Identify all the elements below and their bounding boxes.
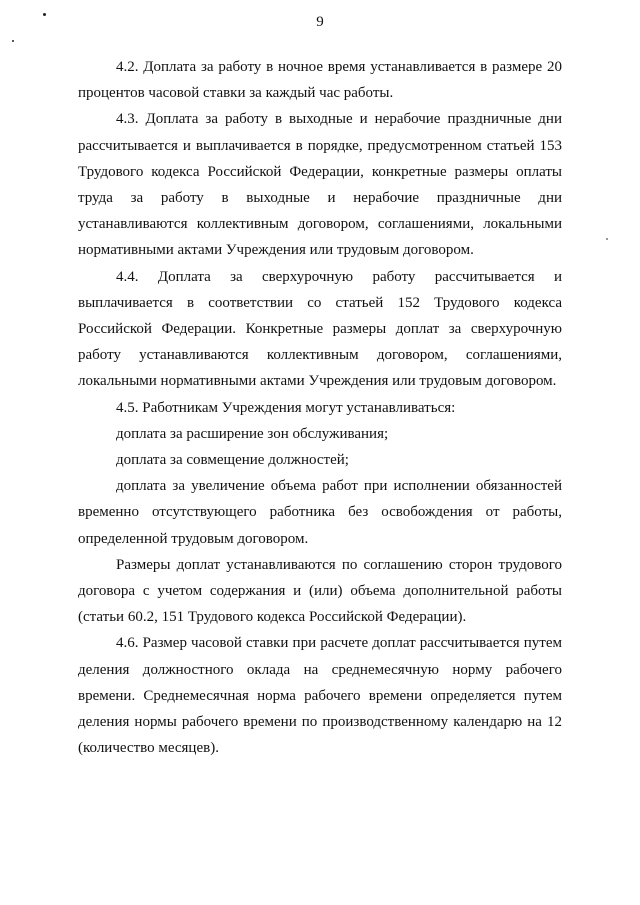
list-item-combination: доплата за совмещение должностей; bbox=[116, 452, 349, 469]
paragraph-4-2: 4.2. Доплата за работу в ночное время устанавливается в размере 20 процентов часовой ставки за каждый час работы. bbox=[78, 59, 562, 102]
paragraph-4-4: 4.4. Доплата за сверхурочную работу рассчитывается и выплачивается в соответствии со статьей 152 Трудового кодекса Российской Федерации. Конкретные размеры доплат за сверхурочную работу устанавливаются коллективным договором, соглашениями, локальными нормативными актами Учреждения или трудовым договором. bbox=[78, 268, 562, 390]
list-item-zones: доплата за расширение зон обслуживания; bbox=[116, 425, 389, 442]
document-body bbox=[78, 54, 562, 761]
paragraph-4-3: 4.3. Доплата за работу в выходные и нерабочие праздничные дни рассчитывается и выплачивается в порядке, предусмотренном статьей 153 Трудового кодекса Российской Федерации, конкретные размеры оплаты труда за работу в выходные и нерабочие праздничные дни устанавливаются коллективным договором, соглашениями, локальными нормативными актами Учреждения или трудовым договором. bbox=[78, 111, 562, 259]
list-item-volume: доплата за увеличение объема работ при исполнении обязанностей временно отсутствующего работника без освобождения от работы, определенной трудовым договором. bbox=[78, 478, 562, 547]
scan-speck bbox=[606, 238, 608, 240]
paragraph-4-6: 4.6. Размер часовой ставки при расчете доплат рассчитывается путем деления должностного оклада на среднемесячную норму рабочего времени. Среднемесячная норма рабочего времени определяется путем деления нормы рабочего времени по производственному календарю на 12 (количество месяцев). bbox=[78, 635, 562, 757]
paragraph-4-5: 4.5. Работникам Учреждения могут устанавливаться: bbox=[116, 399, 456, 416]
scan-speck bbox=[12, 40, 14, 42]
page-number: 9 bbox=[316, 14, 324, 30]
paragraph-amounts: Размеры доплат устанавливаются по соглашению сторон трудового договора с учетом содержания и (или) объема дополнительной работы (статьи 60.2, 151 Трудового кодекса Российской Федерации). bbox=[78, 556, 562, 626]
